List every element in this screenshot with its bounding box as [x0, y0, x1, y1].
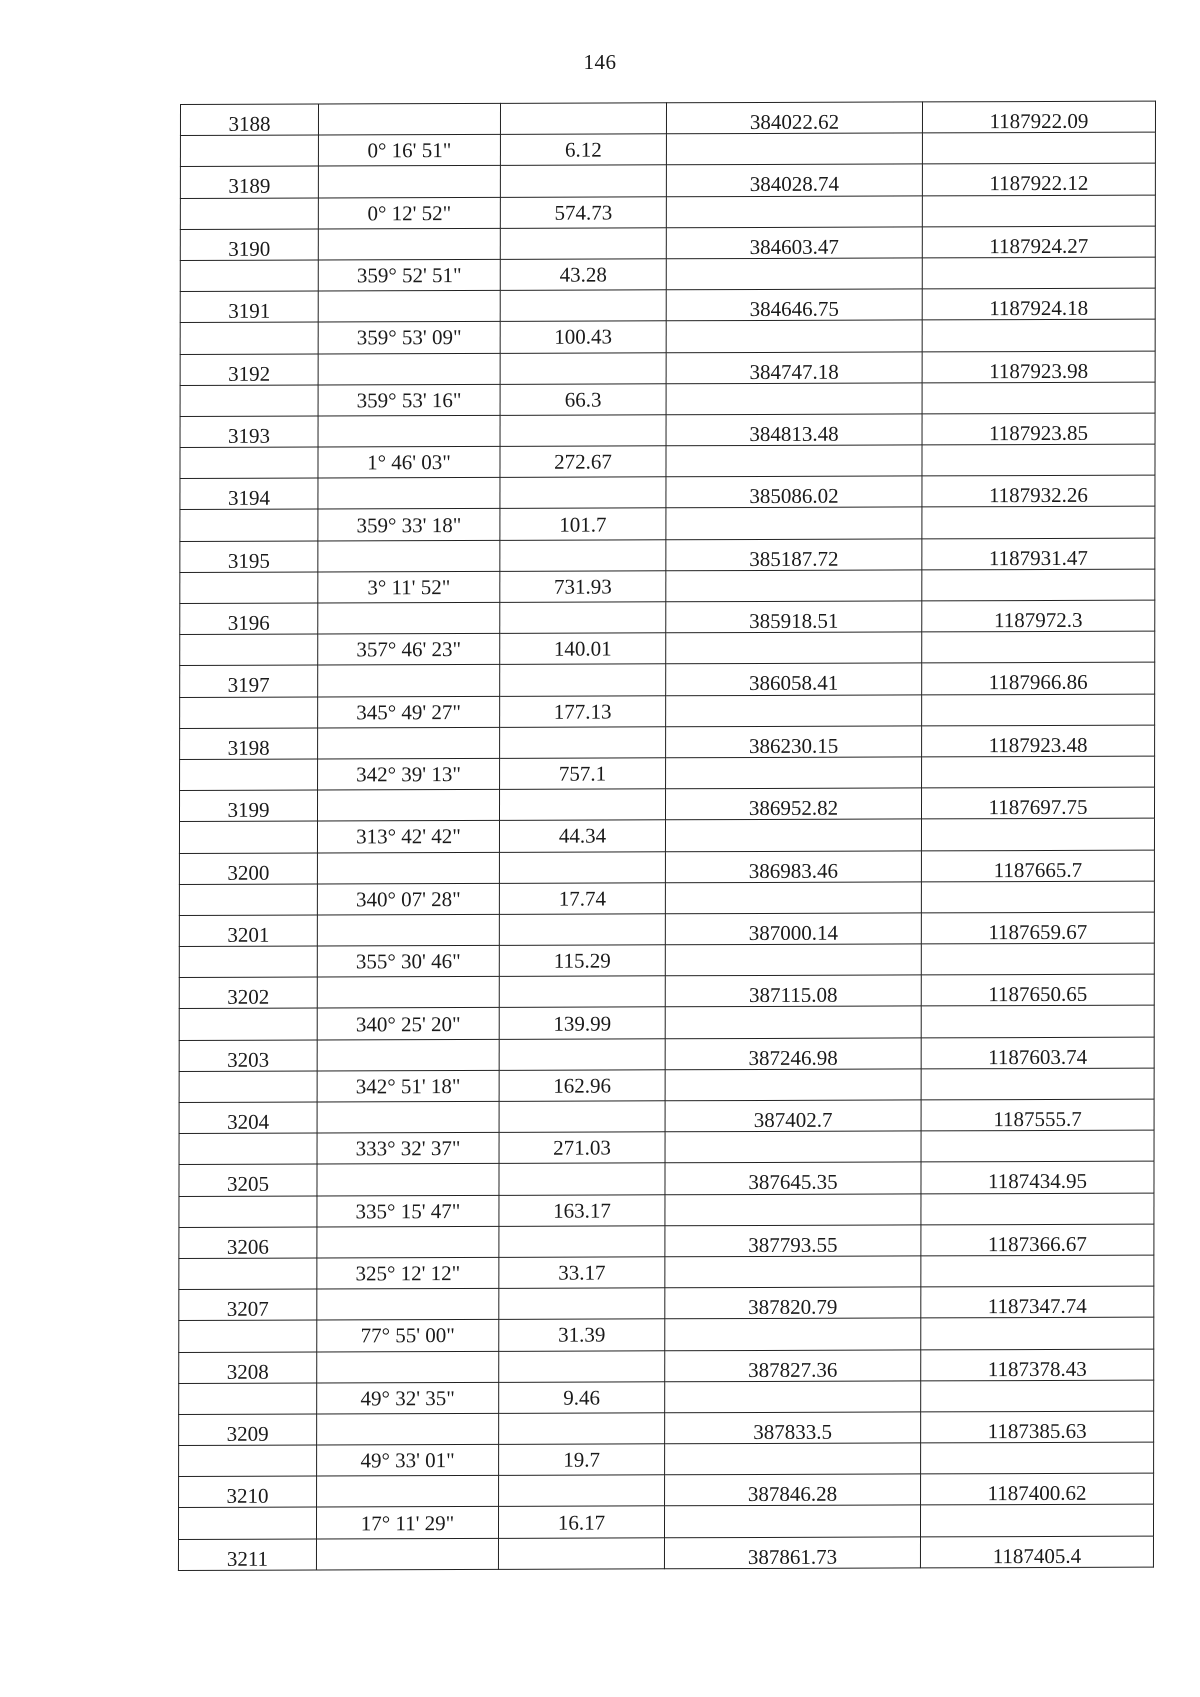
point-row	[180, 351, 1155, 386]
point-id-cell: 3191	[180, 291, 318, 323]
easting-cell: 1187434.95	[921, 1161, 1154, 1193]
point-id-cell-empty	[179, 1383, 317, 1415]
distance-cell-empty	[499, 1475, 665, 1507]
distance-cell-empty	[499, 976, 665, 1008]
distance-cell: 44.34	[499, 820, 665, 852]
point-id-cell: 3202	[179, 977, 317, 1009]
segment-row	[179, 1130, 1154, 1165]
point-id-cell: 3190	[180, 229, 318, 261]
northing-cell-empty	[666, 445, 922, 477]
easting-cell-empty	[920, 1505, 1153, 1537]
bearing-cell-empty	[318, 727, 500, 759]
easting-cell-empty	[921, 1193, 1154, 1225]
segment-row	[180, 631, 1155, 666]
bearing-cell-empty	[318, 478, 500, 510]
distance-cell: 31.39	[499, 1319, 665, 1351]
bearing-cell: 0° 16' 51"	[318, 135, 500, 167]
bearing-cell: 342° 51' 18"	[317, 1070, 499, 1102]
segment-row	[180, 507, 1155, 542]
easting-cell: 1187665.7	[921, 850, 1154, 882]
bearing-cell-empty	[318, 665, 500, 697]
bearing-cell-empty	[317, 1413, 499, 1445]
point-row	[179, 1161, 1154, 1196]
easting-cell-empty	[921, 1006, 1154, 1038]
bearing-cell-empty	[318, 228, 500, 260]
point-row	[180, 662, 1155, 697]
point-id-cell-empty	[179, 1258, 317, 1290]
easting-cell: 1187966.86	[922, 662, 1155, 694]
point-id-cell: 3200	[179, 853, 317, 885]
point-id-cell-empty	[180, 260, 318, 292]
easting-cell-empty	[922, 631, 1155, 663]
point-row	[179, 1037, 1154, 1072]
point-id-cell-empty	[180, 135, 318, 167]
northing-cell-empty	[665, 1006, 921, 1038]
bearing-cell: 0° 12' 52"	[318, 197, 500, 229]
bearing-cell: 355° 30' 46"	[317, 945, 499, 977]
bearing-cell-empty	[317, 1476, 499, 1508]
point-id-cell-empty	[179, 946, 317, 978]
northing-cell: 387833.5	[665, 1412, 921, 1444]
segment-row	[180, 132, 1155, 167]
point-row	[180, 163, 1155, 198]
bearing-cell: 345° 49' 27"	[318, 696, 500, 728]
northing-cell: 384747.18	[666, 351, 922, 383]
point-id-cell: 3199	[179, 790, 317, 822]
point-id-cell: 3197	[180, 665, 318, 697]
easting-cell: 1187650.65	[921, 974, 1154, 1006]
distance-cell-empty	[500, 165, 666, 197]
point-id-cell-empty	[180, 759, 318, 791]
point-id-cell: 3201	[179, 915, 317, 947]
easting-cell: 1187555.7	[921, 1099, 1154, 1131]
distance-cell-empty	[500, 228, 666, 260]
segment-row	[180, 444, 1155, 479]
bearing-cell-empty	[318, 166, 500, 198]
point-row	[179, 1473, 1154, 1508]
point-id-cell-empty	[179, 884, 317, 916]
point-row	[179, 974, 1154, 1009]
bearing-cell-empty	[317, 1351, 499, 1383]
point-id-cell: 3210	[179, 1476, 317, 1508]
point-id-cell-empty	[180, 572, 318, 604]
northing-cell: 387000.14	[665, 913, 921, 945]
distance-cell: 66.3	[500, 383, 666, 415]
bearing-cell: 333° 32' 37"	[317, 1133, 499, 1165]
bearing-cell-empty	[317, 852, 499, 884]
bearing-cell-empty	[316, 1538, 498, 1570]
easting-cell: 1187400.62	[921, 1473, 1154, 1505]
northing-cell: 387402.7	[665, 1100, 921, 1132]
point-id-cell: 3211	[178, 1539, 316, 1571]
northing-cell: 384646.75	[666, 289, 922, 321]
distance-cell-empty	[499, 1413, 665, 1445]
point-row	[179, 1286, 1154, 1321]
easting-cell-empty	[922, 569, 1155, 601]
northing-cell: 384603.47	[666, 227, 922, 259]
point-id-cell-empty	[179, 1445, 317, 1477]
point-row	[178, 1536, 1153, 1571]
segment-row	[180, 382, 1155, 417]
coordinate-table	[178, 101, 1156, 1571]
northing-cell: 385086.02	[666, 476, 922, 508]
easting-cell-empty	[921, 881, 1154, 913]
distance-cell-empty	[500, 602, 666, 634]
bearing-cell: 340° 25' 20"	[317, 1008, 499, 1040]
easting-cell-empty	[921, 1130, 1154, 1162]
northing-cell: 386952.82	[665, 788, 921, 820]
northing-cell-empty	[666, 195, 922, 227]
point-row	[180, 475, 1155, 510]
segment-row	[179, 1193, 1154, 1228]
distance-cell-empty	[499, 851, 665, 883]
easting-cell-empty	[921, 1068, 1154, 1100]
northing-cell-empty	[664, 1505, 920, 1537]
point-row	[180, 288, 1155, 323]
distance-cell: 140.01	[500, 633, 666, 665]
bearing-cell-empty	[318, 540, 500, 572]
northing-cell-empty	[666, 694, 922, 726]
northing-cell: 387115.08	[665, 975, 921, 1007]
northing-cell-empty	[666, 133, 922, 165]
point-id-cell-empty	[179, 1196, 317, 1228]
point-id-cell-empty	[179, 1320, 317, 1352]
bearing-cell: 359° 53' 16"	[318, 384, 500, 416]
northing-cell-empty	[666, 757, 922, 789]
easting-cell: 1187924.27	[922, 226, 1155, 258]
northing-cell: 387246.98	[665, 1038, 921, 1070]
distance-cell-empty	[499, 1163, 665, 1195]
northing-cell: 384022.62	[666, 102, 922, 134]
point-id-cell: 3193	[180, 416, 318, 448]
northing-cell-empty	[665, 944, 921, 976]
distance-cell-empty	[500, 352, 666, 384]
easting-cell: 1187923.85	[922, 413, 1155, 445]
bearing-cell-empty	[317, 1226, 499, 1258]
point-row	[180, 226, 1155, 261]
point-id-cell-empty	[180, 509, 318, 541]
northing-cell-empty	[665, 1131, 921, 1163]
easting-cell-empty	[922, 507, 1155, 539]
easting-cell: 1187347.74	[921, 1286, 1154, 1318]
distance-cell: 100.43	[500, 321, 666, 353]
distance-cell-empty	[500, 664, 666, 696]
easting-cell-empty	[922, 319, 1155, 351]
distance-cell-empty	[500, 415, 666, 447]
easting-cell: 1187972.3	[922, 600, 1155, 632]
distance-cell: 757.1	[500, 758, 666, 790]
point-row	[179, 912, 1154, 947]
segment-row	[179, 1068, 1154, 1103]
bearing-cell-empty	[318, 415, 500, 447]
bearing-cell: 49° 32' 35"	[317, 1382, 499, 1414]
easting-cell-empty	[921, 1442, 1154, 1474]
segment-row	[179, 1317, 1154, 1352]
easting-cell: 1187932.26	[922, 475, 1155, 507]
easting-cell: 1187931.47	[922, 538, 1155, 570]
easting-cell-empty	[922, 694, 1155, 726]
segment-row	[180, 195, 1155, 230]
point-id-cell: 3188	[180, 104, 318, 136]
point-id-cell-empty	[179, 1133, 317, 1165]
northing-cell-empty	[665, 1193, 921, 1225]
point-id-cell: 3205	[179, 1164, 317, 1196]
distance-cell: 162.96	[499, 1070, 665, 1102]
distance-cell: 272.67	[500, 446, 666, 478]
segment-row	[179, 1380, 1154, 1415]
distance-cell-empty	[499, 1038, 665, 1070]
bearing-cell: 77° 55' 00"	[317, 1320, 499, 1352]
easting-cell: 1187659.67	[921, 912, 1154, 944]
distance-cell-empty	[500, 103, 666, 135]
point-id-cell-empty	[180, 198, 318, 230]
point-id-cell-empty	[180, 697, 318, 729]
northing-cell: 385918.51	[666, 601, 922, 633]
point-id-cell: 3206	[179, 1227, 317, 1259]
page-number: 146	[583, 50, 617, 74]
distance-cell-empty	[500, 727, 666, 759]
easting-cell-empty	[921, 943, 1154, 975]
segment-row	[180, 694, 1155, 729]
point-row	[180, 538, 1155, 573]
easting-cell: 1187385.63	[921, 1411, 1154, 1443]
easting-cell-empty	[922, 257, 1155, 289]
bearing-cell: 359° 53' 09"	[318, 322, 500, 354]
northing-cell-empty	[665, 1443, 921, 1475]
northing-cell-empty	[666, 258, 922, 290]
bearing-cell-empty	[317, 790, 499, 822]
northing-cell-empty	[666, 632, 922, 664]
segment-row	[179, 1006, 1154, 1041]
distance-cell: 6.12	[500, 134, 666, 166]
point-id-cell-empty	[179, 1008, 317, 1040]
easting-cell: 1187603.74	[921, 1037, 1154, 1069]
point-id-cell-empty	[180, 322, 318, 354]
point-id-cell-empty	[180, 385, 318, 417]
bearing-cell-empty	[318, 602, 500, 634]
point-row	[180, 600, 1155, 635]
distance-cell: 9.46	[499, 1381, 665, 1413]
distance-cell-empty	[499, 1350, 665, 1382]
northing-cell: 384028.74	[666, 164, 922, 196]
point-row	[180, 725, 1155, 760]
distance-cell: 19.7	[499, 1444, 665, 1476]
easting-cell: 1187697.75	[921, 787, 1154, 819]
northing-cell: 387827.36	[665, 1349, 921, 1381]
easting-cell-empty	[921, 818, 1154, 850]
bearing-cell: 357° 46' 23"	[318, 634, 500, 666]
segment-row	[179, 1442, 1154, 1477]
bearing-cell: 1° 46' 03"	[318, 446, 500, 478]
point-id-cell-empty	[179, 821, 317, 853]
distance-cell-empty	[499, 1101, 665, 1133]
point-id-cell: 3204	[179, 1102, 317, 1134]
distance-cell: 271.03	[499, 1132, 665, 1164]
easting-cell: 1187923.98	[922, 351, 1155, 383]
bearing-cell: 3° 11' 52"	[318, 571, 500, 603]
bearing-cell: 313° 42' 42"	[317, 821, 499, 853]
point-row	[179, 1099, 1154, 1134]
distance-cell: 101.7	[500, 508, 666, 540]
northing-cell-empty	[666, 570, 922, 602]
point-row	[180, 101, 1155, 136]
northing-cell-empty	[665, 1256, 921, 1288]
point-id-cell: 3192	[180, 354, 318, 386]
point-id-cell: 3208	[179, 1352, 317, 1384]
bearing-cell: 335° 15' 47"	[317, 1195, 499, 1227]
point-id-cell: 3189	[180, 166, 318, 198]
easting-cell: 1187924.18	[922, 288, 1155, 320]
segment-row	[178, 1505, 1153, 1540]
bearing-cell-empty	[317, 977, 499, 1009]
bearing-cell-empty	[318, 103, 500, 135]
northing-cell-empty	[665, 819, 921, 851]
bearing-cell: 342° 39' 13"	[318, 758, 500, 790]
northing-cell: 386983.46	[665, 850, 921, 882]
easting-cell-empty	[922, 444, 1155, 476]
segment-row	[180, 756, 1155, 791]
northing-cell: 387793.55	[665, 1225, 921, 1257]
northing-cell: 386058.41	[666, 663, 922, 695]
bearing-cell-empty	[317, 914, 499, 946]
northing-cell: 387645.35	[665, 1162, 921, 1194]
bearing-cell: 359° 33' 18"	[318, 509, 500, 541]
bearing-cell-empty	[317, 1039, 499, 1071]
bearing-cell: 17° 11' 29"	[316, 1507, 498, 1539]
distance-cell-empty	[500, 477, 666, 509]
segment-row	[180, 569, 1155, 604]
distance-cell: 33.17	[499, 1257, 665, 1289]
point-id-cell-empty	[178, 1507, 316, 1539]
northing-cell: 384813.48	[666, 414, 922, 446]
point-id-cell: 3203	[179, 1040, 317, 1072]
point-row	[179, 1224, 1154, 1259]
easting-cell: 1187922.09	[922, 101, 1155, 133]
segment-row	[179, 818, 1154, 853]
point-row	[180, 413, 1155, 448]
northing-cell-empty	[665, 1318, 921, 1350]
point-id-cell: 3198	[180, 728, 318, 760]
point-id-cell: 3195	[180, 541, 318, 573]
segment-row	[179, 1255, 1154, 1290]
point-id-cell: 3207	[179, 1289, 317, 1321]
northing-cell-empty	[666, 507, 922, 539]
distance-cell-empty	[499, 1226, 665, 1258]
northing-cell: 387846.28	[665, 1474, 921, 1506]
easting-cell-empty	[922, 382, 1155, 414]
northing-cell-empty	[665, 1069, 921, 1101]
distance-cell: 574.73	[500, 196, 666, 228]
bearing-cell-empty	[317, 1289, 499, 1321]
northing-cell: 387820.79	[665, 1287, 921, 1319]
distance-cell: 731.93	[500, 571, 666, 603]
easting-cell-empty	[921, 1380, 1154, 1412]
point-row	[179, 787, 1154, 822]
easting-cell-empty	[922, 756, 1155, 788]
point-id-cell-empty	[179, 1071, 317, 1103]
distance-cell: 177.13	[500, 695, 666, 727]
distance-cell: 43.28	[500, 259, 666, 291]
bearing-cell-empty	[317, 1101, 499, 1133]
point-row	[179, 1349, 1154, 1384]
distance-cell: 16.17	[498, 1506, 664, 1538]
point-id-cell-empty	[180, 447, 318, 479]
point-id-cell: 3196	[180, 603, 318, 635]
bearing-cell-empty	[317, 1164, 499, 1196]
segment-row	[179, 881, 1154, 916]
distance-cell-empty	[500, 539, 666, 571]
bearing-cell: 49° 33' 01"	[317, 1444, 499, 1476]
distance-cell: 139.99	[499, 1007, 665, 1039]
easting-cell-empty	[921, 1317, 1154, 1349]
bearing-cell: 340° 07' 28"	[317, 883, 499, 915]
northing-cell-empty	[665, 1381, 921, 1413]
segment-row	[180, 257, 1155, 292]
easting-cell: 1187378.43	[921, 1349, 1154, 1381]
bearing-cell-empty	[318, 291, 500, 323]
easting-cell-empty	[922, 132, 1155, 164]
point-id-cell-empty	[180, 634, 318, 666]
northing-cell-empty	[666, 383, 922, 415]
distance-cell-empty	[499, 914, 665, 946]
distance-cell: 115.29	[499, 945, 665, 977]
segment-row	[179, 943, 1154, 978]
easting-cell: 1187366.67	[921, 1224, 1154, 1256]
easting-cell-empty	[922, 195, 1155, 227]
northing-cell: 386230.15	[666, 726, 922, 758]
easting-cell: 1187405.4	[920, 1536, 1153, 1568]
northing-cell-empty	[666, 320, 922, 352]
distance-cell: 17.74	[499, 882, 665, 914]
segment-row	[180, 319, 1155, 354]
northing-cell: 385187.72	[666, 539, 922, 571]
coordinate-table-body	[178, 101, 1155, 1570]
point-id-cell: 3209	[179, 1414, 317, 1446]
distance-cell-empty	[500, 290, 666, 322]
northing-cell: 387861.73	[664, 1537, 920, 1569]
distance-cell-empty	[498, 1537, 664, 1569]
point-row	[179, 1411, 1154, 1446]
easting-cell-empty	[921, 1255, 1154, 1287]
distance-cell-empty	[499, 1288, 665, 1320]
bearing-cell: 325° 12' 12"	[317, 1257, 499, 1289]
bearing-cell-empty	[318, 353, 500, 385]
distance-cell-empty	[499, 789, 665, 821]
easting-cell: 1187922.12	[922, 163, 1155, 195]
easting-cell: 1187923.48	[922, 725, 1155, 757]
distance-cell: 163.17	[499, 1194, 665, 1226]
bearing-cell: 359° 52' 51"	[318, 259, 500, 291]
point-row	[179, 850, 1154, 885]
point-id-cell: 3194	[180, 478, 318, 510]
northing-cell-empty	[665, 882, 921, 914]
